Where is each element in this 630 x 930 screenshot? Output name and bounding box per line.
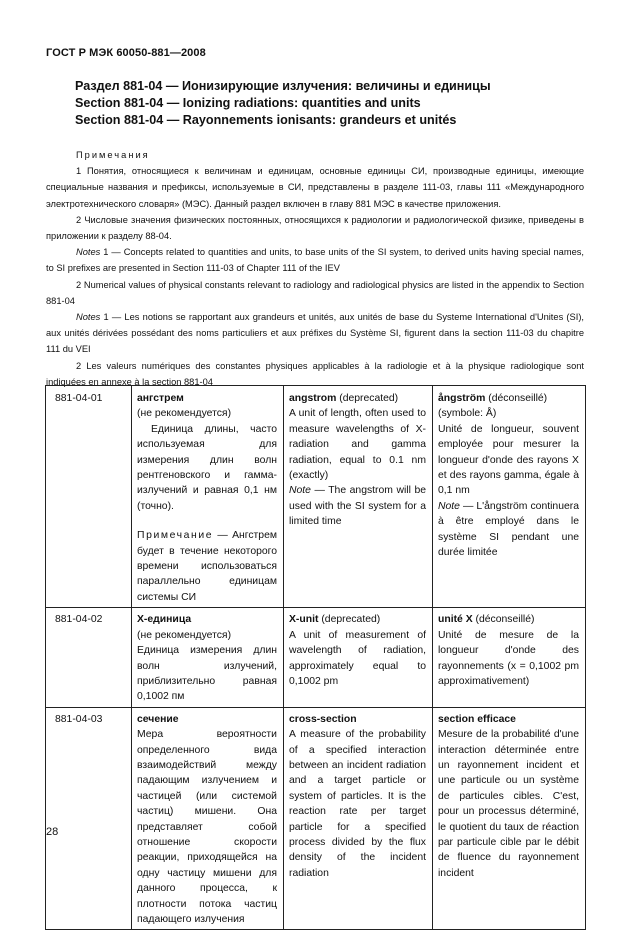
entry-number: 881-04-01	[46, 386, 132, 608]
term-line-en	[289, 612, 426, 627]
terms-table	[45, 385, 586, 930]
notes-label-fr: Notes	[76, 312, 101, 323]
term-fr: section efficace	[438, 713, 516, 725]
section-title-en: Section 881-04 — Ionizing radiations: quantities and units	[75, 96, 421, 110]
term-fr: unité X	[438, 614, 473, 626]
notes-label-en: Notes	[76, 247, 101, 258]
entry-fr	[433, 608, 586, 707]
standard-header: ГОСТ Р МЭК 60050-881—2008	[46, 47, 206, 59]
table-row	[46, 386, 586, 608]
note-en	[289, 483, 426, 529]
section-title-ru: Раздел 881-04 — Ионизирующие излучения: величины и единицы	[75, 79, 491, 93]
term-line-fr	[438, 391, 579, 406]
definition-fr: Unité de longueur, souvent employée pour mesurer la longueur d'onde des rayons X et des rayons gamma, égale à 0,1 nm	[438, 423, 579, 497]
note-ru-2: 2 Числовые значения физических постоянных, относящихся к радиологии и радиологической физике, приведены в приложении к разделу 88-04.	[46, 214, 584, 242]
note-text-ru: — Ангстрем будет в течение некоторого времени использоваться параллельно единицам системы СИ	[137, 530, 277, 603]
term-en: angstrom	[289, 393, 337, 404]
notes-block	[46, 147, 584, 390]
term-status-fr: (déconseillé)	[472, 614, 535, 626]
definition-ru: Мера вероятности определенного вида взаимодействий между падающим излучением и частицей (или системой частиц) мишени. Она представляет собой отношение скорости реакции, приходящейся на одну частицу мишени для данного процесса, к плотности потока частиц падающего излучения	[137, 729, 277, 925]
section-title-fr: Section 881-04 — Rayonnements ionisants: grandeurs et unités	[75, 113, 457, 127]
table-row	[46, 608, 586, 707]
entry-ru	[132, 608, 284, 707]
definition-fr: Unité de mesure de la longueur d'onde des rayonnements (x = 0,1002 pm approximativement)	[438, 629, 579, 687]
note-fr	[438, 499, 579, 561]
note-label-ru: Примечание	[137, 530, 214, 542]
note-label-en: Note	[289, 485, 311, 497]
definition-en: A unit of length, often used to measure wavelengths of X-radiation and gamma radiation, equal to 0.1 nm (exactly)	[289, 408, 426, 482]
term-status-fr: (déconseillé)	[485, 393, 548, 404]
note-en-1-text: 1 — Concepts related to quantities and units, to base units of the SI system, to derived units having special names, to SI prefixes are presented in Section 111-03 of Chapter 111 of the IEV	[46, 247, 584, 274]
definition-ru: Единица длины, часто используемая для измерения длин волн рентгеновского и гамма-излучений и равная 0,1 нм (точно).	[137, 423, 277, 512]
term-en: X-unit	[289, 614, 319, 626]
term-en: cross-section	[289, 713, 357, 725]
entry-fr	[433, 707, 586, 930]
term-ru: ангстрем	[137, 393, 184, 404]
term-ru: сечение	[137, 713, 179, 725]
term-status-ru: (не рекомендуется)	[137, 408, 232, 420]
entry-ru	[132, 707, 284, 930]
term-status-en: (deprecated)	[336, 393, 399, 404]
definition-en: A unit of measurement of wavelength of radiation, approximately equal to 0,1002 pm	[289, 629, 426, 687]
entry-fr	[433, 386, 586, 608]
note-fr-2: 2 Les valeurs numériques des constantes physiques applicables à la radiologie et à la physique radiologique sont indiquées en annexe à la section 881-04	[46, 360, 584, 387]
entry-en	[284, 707, 433, 930]
term-ru: X-единица	[137, 614, 192, 626]
note-text-fr: — L'ångström continuera à être employé dans le système SI pendant une durée limitée	[438, 500, 579, 559]
note-ru	[137, 528, 277, 605]
entry-en	[284, 608, 433, 707]
definition-ru: Единица измерения длин волн излучений, приблизительно равная 0,1002 пм	[137, 645, 277, 703]
term-fr: ångström	[438, 393, 486, 404]
term-line-fr	[438, 612, 579, 627]
notes-heading-ru: Примечания	[76, 150, 150, 160]
note-ru-1: 1 Понятия, относящиеся к величинам и единицам, основные единицы СИ, производные единицы, имеющие специальные названия и префиксы, используемые в СИ, представлены в разделе 111-03, главы 111 «Международного электротехнического словаря» (МЭС). Данный раздел включен в главу 881 МЭС в качестве приложения.	[46, 166, 584, 209]
note-en-1	[46, 244, 584, 276]
note-en-2: 2 Numerical values of physical constants relevant to radiology and radiological physics are listed in the appendix to Section 881-04	[46, 279, 584, 306]
entry-en	[284, 386, 433, 608]
note-label-fr: Note	[438, 500, 460, 512]
table-row	[46, 707, 586, 930]
note-fr-1	[46, 309, 584, 358]
entry-ru	[132, 386, 284, 608]
entry-number: 881-04-03	[46, 707, 132, 930]
term-line-en	[289, 391, 426, 406]
symbol-fr: (symbole: Å)	[438, 408, 497, 420]
entry-number: 881-04-02	[46, 608, 132, 707]
note-text-en: — The angstrom will be used with the SI system for a limited time	[289, 485, 426, 528]
definition-fr: Mesure de la probabilité d'une interaction déterminée entre un rayonnement incident et une particule ou un système de particules cibles. C'est, pour un processus déterminé, le quotient du taux de réaction par particule cible par le débit de fluence du rayonnement incident	[438, 729, 579, 879]
term-status-en: (deprecated)	[318, 614, 381, 626]
term-status-ru: (не рекомендуется)	[137, 629, 232, 641]
definition-en: A measure of the probability of a specified interaction between an incident radiation and a target particle or system of particles. It is the reaction rate per target particle for a specified process divided by the flux density of the incident radiation	[289, 729, 426, 879]
note-fr-1-text: 1 — Les notions se rapportant aux grandeurs et unités, aux unités de base du Systeme International d'Unites (SI), aux unités dérivées possédant des noms particuliers et aux préfixes du Système SI, figurent dans la section 111-03 du chapitre 111 du VEI	[46, 312, 584, 355]
page-number: 28	[46, 826, 59, 838]
section-headings	[75, 78, 491, 129]
